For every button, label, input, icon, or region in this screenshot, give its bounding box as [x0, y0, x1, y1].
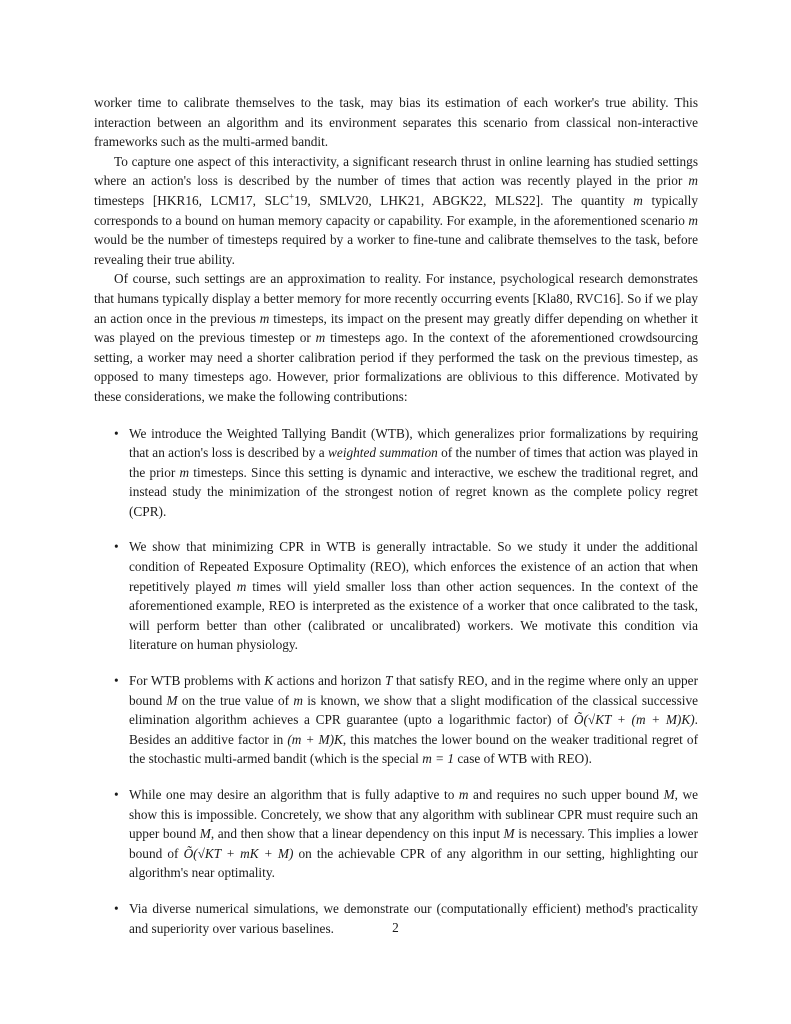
contributions-list — [94, 424, 698, 939]
bullet-icon: • — [114, 673, 119, 689]
body-text — [94, 93, 698, 938]
bullet-icon: • — [114, 539, 119, 555]
cpr-bound-formula: Õ(√KT + (m + M)K) — [573, 712, 695, 728]
bullet-icon: • — [114, 787, 119, 802]
list-item: • Via diverse numerical simulations, we demonstrate our (computationally efficient) method's practicality and superiority over various baselines. — [114, 900, 698, 936]
paragraph-3: Of course, such settings are an approximation to reality. For instance, psychological research demonstrates that humans typically display a better memory for more recently occurring events [Kla80, RVC16]. So if we play an action once in the previous m timesteps, its impact on the present may greatly differ depending on whether it was played on the previous timestep or m timesteps ago. In the context of the aforementioned crowdsourcing setting, a worker may need a shorter calibration period if they performed the task on the previous timestep, as opposed to many timesteps ago. However, prior formalizations are oblivious to this difference. Motivated by these considerations, we make the following contributions: — [94, 271, 699, 404]
lower-bound-formula: Õ(√KT + mK + M) — [183, 845, 294, 861]
list-item: • While one may desire an algorithm that is fully adaptive to m and requires no such upper bound M, we show this is impossible. Concretely, we show that any algorithm with sublinear CPR must require such an upper bound M, and then show that a linear dependency on this input M is necessary. This implies a lower bound of Õ(√KT + mK + M) on the achievable CPR of any algorithm in our setting, highlighting our algorithm's near optimality. — [114, 787, 699, 881]
paragraph-1: worker time to calibrate themselves to the task, may bias its estimation of each worker's true ability. This interaction between an algorithm and its environment separates this scenario from classical non-interactive frameworks such as the multi-armed bandit. — [94, 95, 698, 150]
paragraph-2: To capture one aspect of this interactivity, a significant research thrust in online learning has studied settings where an action's loss is described by the number of times that action was recently played in the prior m timesteps [HKR16, LCM17, SLC+19, SMLV20, LHK21, ABGK22, MLS22]. The quantity m typically corresponds to a bound on human memory capacity or capability. For example, in the aforementioned scenario m would be the number of timesteps required by a worker to fine-tune and calibrate themselves to the task, before revealing their true ability. — [94, 153, 698, 267]
bullet-icon: • — [114, 425, 119, 441]
bullet-icon: • — [114, 900, 119, 916]
list-item: • We introduce the Weighted Tallying Bandit (WTB), which generalizes prior formalizations by requiring that an action's loss is described by a weighted summation of the number of times that action was played in the prior m timesteps. Since this setting is dynamic and interactive, we eschew the traditional regret, and instead study the minimization of the strongest notion of regret known as the complete policy regret (CPR). — [114, 425, 698, 519]
page-number: 2 — [392, 920, 399, 935]
list-item: • We show that minimizing CPR in WTB is generally intractable. So we study it under the additional condition of Repeated Exposure Optimality (REO), which enforces the existence of an action that when repetitively played m times will yield smaller loss than other action sequences. In the context of the aforementioned example, REO is interpreted as the existence of a worker that once calibrated to the task, will perform better than other (calibrated or uncalibrated) workers. We motivate this condition via literature on human physiology. — [114, 539, 698, 653]
list-item: • For WTB problems with K actions and horizon T that satisfy REO, and in the regime where only an upper bound M on the true value of m is known, we show that a slight modification of the classical successive elimination algorithm achieves a CPR guarantee (upto a logarithmic factor) of Õ(√KT + (m + M)K). Besides an additive factor in (m + M)K, this matches the lower bound on the weaker traditional regret of the stochastic multi-armed bandit (which is the special m = 1 case of WTB with REO). — [114, 673, 699, 767]
